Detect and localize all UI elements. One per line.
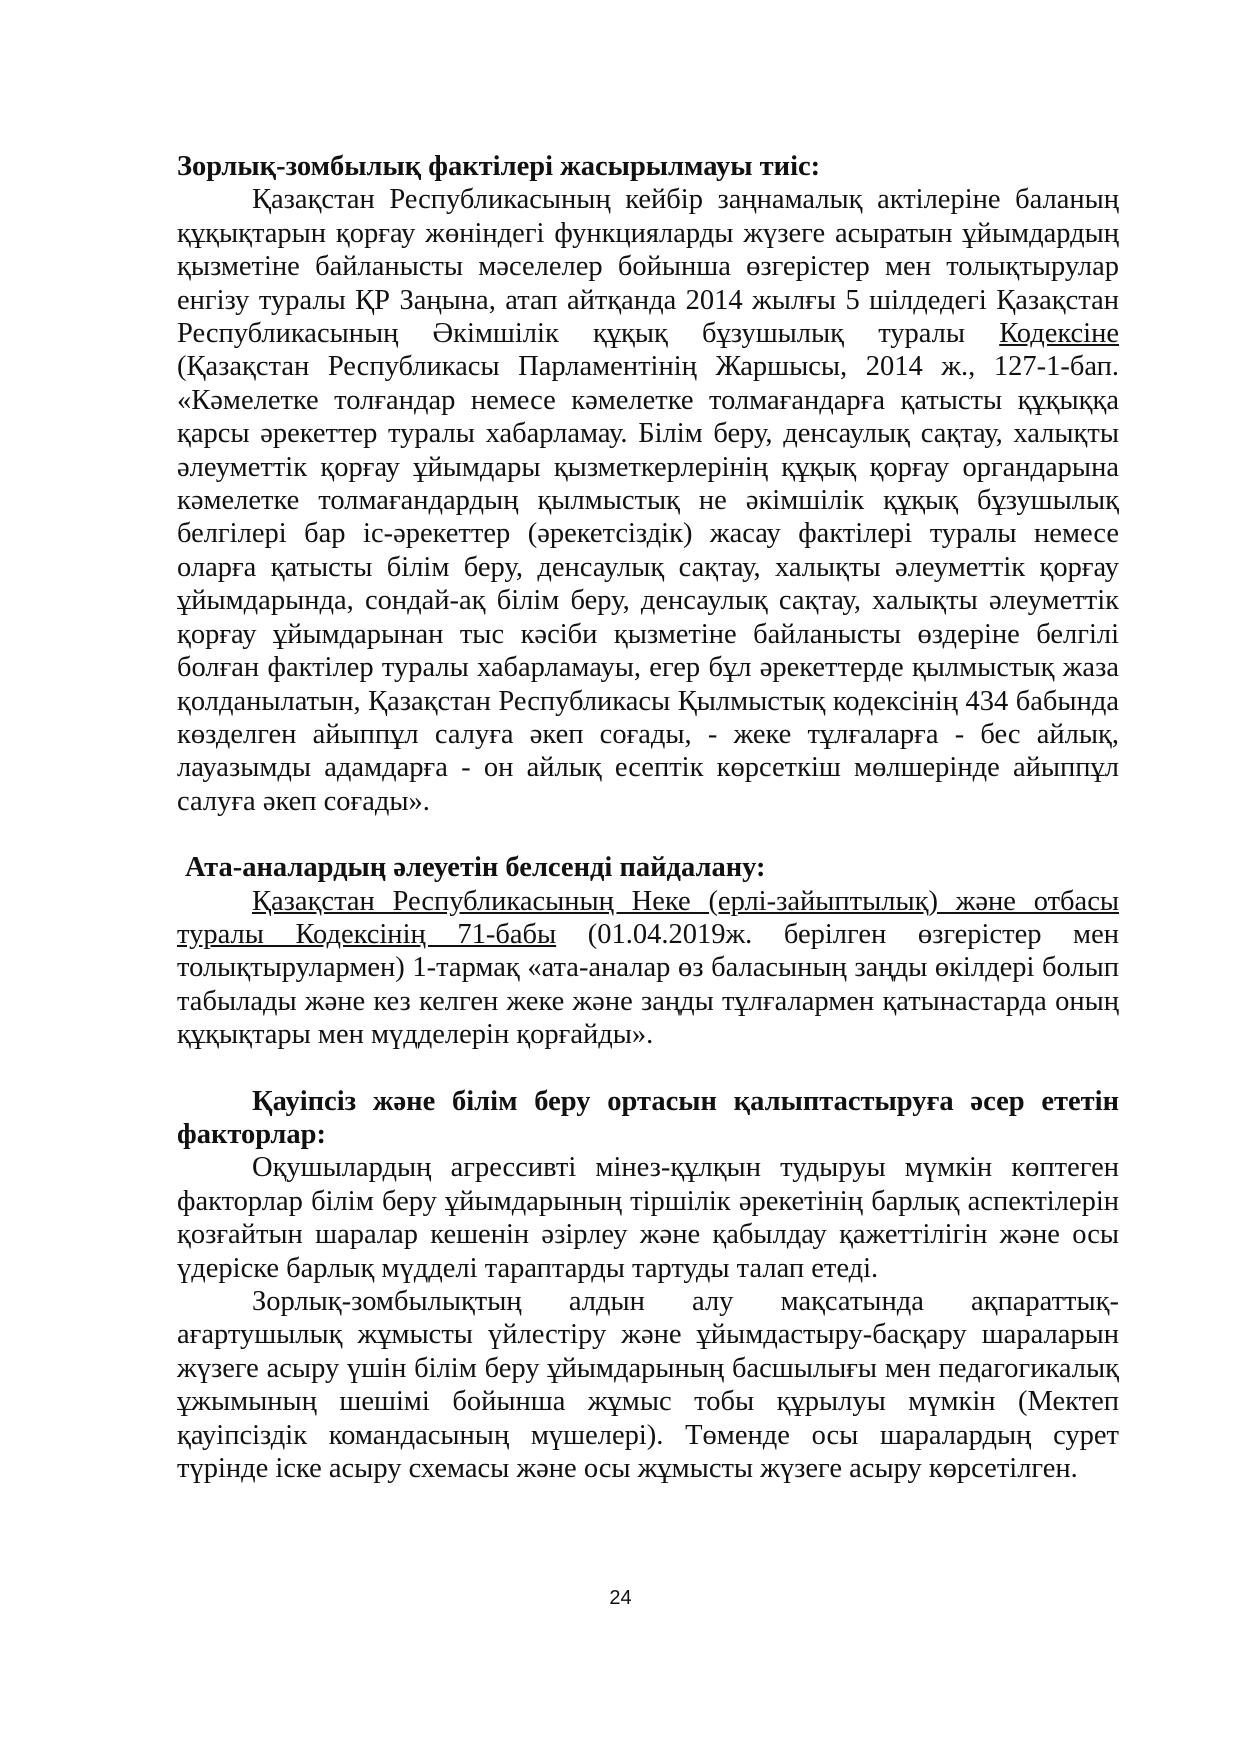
- page-number: 24: [609, 1587, 632, 1609]
- section-heading-safe-environment: Қауіпсіз және білім беру ортасын қалыптастыруға әсер ететін факторлар:: [177, 1085, 1119, 1150]
- paragraph-working-group: Зорлық-зомбылықтың алдын алу мақсатында ақпараттық-ағартушылық жұмысты үйлестіру және ұйымдастыру-басқару шараларын жүзеге асыру үшін білім беру ұйымдарының басшылығы мен педагогикалық ұжымының шешімі бойынша жұмыс тобы құрылуы мүмкін (Мектеп қауіпсіздік командасының мүшелері). Төменде осы шаралардың сурет түрінде іске асыру схемасы және осы жұмысты жүзеге асыру көрсетілген.: [177, 1286, 1119, 1485]
- spacer: [177, 818, 1119, 851]
- paragraph-text: (01.04.2019ж. берілген өзгерістер мен толықтырулармен) 1-тармақ «ата-аналар өз баласының заңды өкілдері болып табылады және кез келген жеке және заңды тұлғалармен қатынастарда оның құқықтары мен мүдделерін қорғайды».: [177, 918, 1119, 1051]
- section-heading-violence-facts: Зорлық-зомбылық фактілері жасырылмауы тиіс:: [177, 151, 821, 182]
- paragraph-text: Қазақстан Республикасының кейбір заңнамалық актілеріне баланың құқықтарын қорғау жөніндегі функцияларды жүзеге асыратын ұйымдардың қызметіне байланысты мәселелер бойынша өзгерістер мен толықтырулар енгізу туралы ҚР Заңына, атап айтқанда 2014 жылғы 5 шілдедегі Қазақстан Республикасының Әкімшілік құқық бұзушылық туралы: [177, 184, 1119, 350]
- paragraph-admin-code: [177, 183, 1119, 818]
- section-heading-parents: Ата-аналардың әлеуетін белсенді пайдалану:: [185, 852, 766, 884]
- admin-code-link[interactable]: Кодексіне: [999, 318, 1119, 350]
- paragraph-aggressive-behavior: Оқушылардың агрессивті мінез-құлқын тудыруы мүмкін көптеген факторлар білім беру ұйымдарының тіршілік әрекетінің барлық аспектілерін қозғайтын шаралар кешенін әзірлеу және қабылдау қажеттілігін және осы үдеріске барлық мүдделі тараптарды тартуды талап етеді.: [177, 1152, 1119, 1284]
- paragraph-text: (Қазақстан Республикасы Парламентінің Жаршысы, 2014 ж., 127-1-бап. «Кәмелетке толғандар немесе кәмелетке толмағандарға қатысты құқыққа қарсы әрекеттер туралы хабарламау. Білім беру, денсаулық сақтау, халықты әлеуметтік қорғау ұйымдары қызметкерлерінің құқық қорғау органдарына кәмелетке толмағандардың қылмыстық не әкімшілік құқық бұзушылық белгілері бар іс-әрекеттер (әрекетсіздік) жасау фактілері туралы немесе оларға қатысты білім беру, денсаулық сақтау, халықты әлеуметтік қорғау ұйымдарында, сондай-ақ білім беру, денсаулық сақтау, халықты әлеуметтік қорғау ұйымдарынан тыс кәсіби қызметіне байланысты өздеріне белгілі болған фактілер туралы хабарламауы, егер бұл әрекеттерде қылмыстық жаза қолданылатын, Қазақстан Республикасы Қылмыстық кодексінің 434 бабында көзделген айыппұл салуға әкеп соғады, - жеке тұлғаларға - бес айлық, лауазымды адамдарға - он айлық есептік көрсеткіш мөлшерінде айыппұл салуға әкеп соғады».: [177, 351, 1119, 817]
- family-code-link[interactable]: Қазақстан Республикасының Неке (ерлі-зайыптылық) және отбасы туралы Кодексінің 71-бабы: [177, 885, 1119, 950]
- document-page: [177, 150, 1119, 1485]
- paragraph-family-code: [177, 885, 1119, 1052]
- spacer: [177, 1052, 1119, 1085]
